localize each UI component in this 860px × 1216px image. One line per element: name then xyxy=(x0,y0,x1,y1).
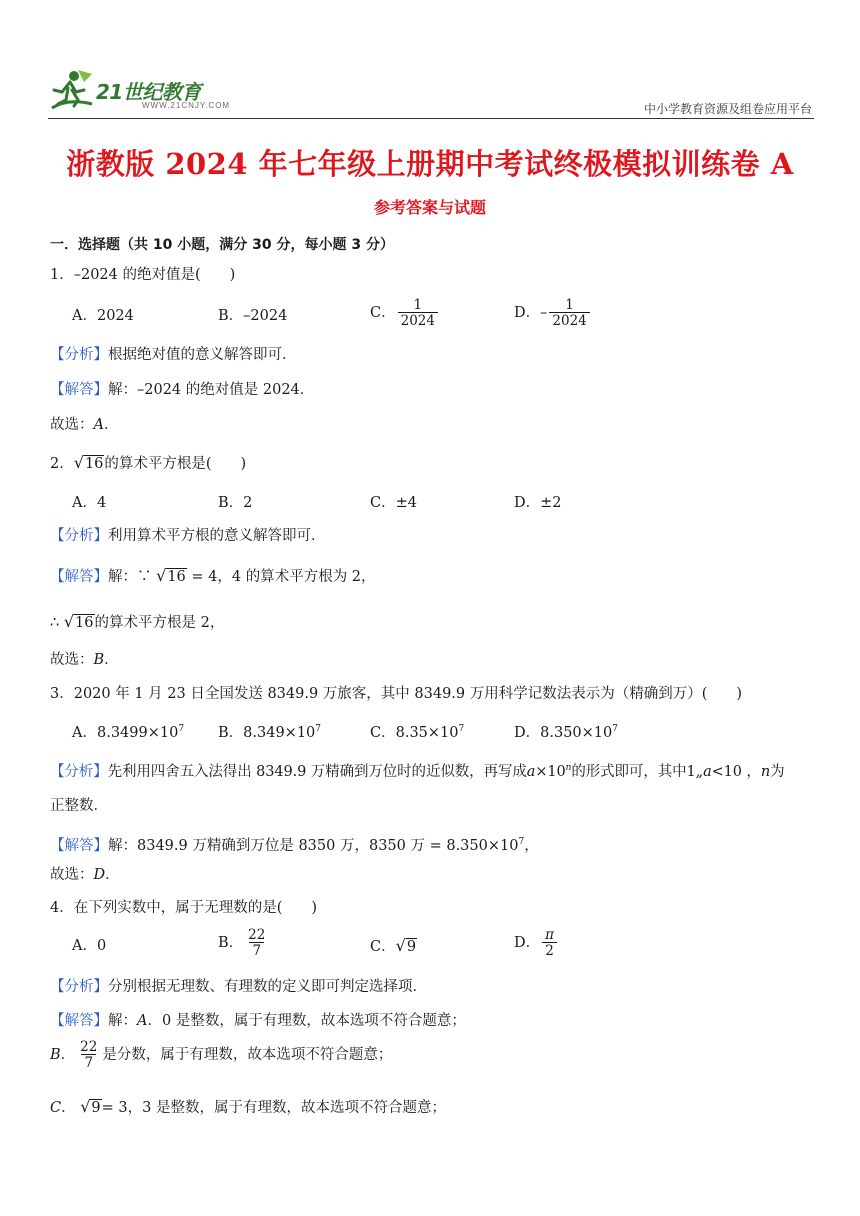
fraction: $\frac{22}{7}$ xyxy=(248,927,266,960)
q2-option-a: A．4 xyxy=(72,495,107,511)
q3-stem: 3．2020 年 1 月 23 日全国发送 8349.9 万旅客，其中 8349.9 万用科学记数法表示为（精确到万）( ) xyxy=(50,686,743,702)
q2-conclusion: ∴ √16的算术平方根是 2， xyxy=(50,612,225,631)
sqrt: √16 xyxy=(73,453,104,472)
runner-logo-icon xyxy=(48,68,98,112)
q3-analysis-cont: 正整数． xyxy=(50,798,108,814)
q1-stem: 1．–2024 的绝对值是( ) xyxy=(50,267,236,283)
q4-answer-a: 【解答】解：A．0 是整数，属于有理数，故本选项不符合题意； xyxy=(50,1013,466,1029)
q4-option-c: C．√9 xyxy=(370,936,417,955)
q2-option-b: B．2 xyxy=(218,495,253,511)
q2-option-d: D．±2 xyxy=(514,495,562,511)
q3-analysis: 【分析】先利用四舍五入法得出 8349.9 万精确到万位时的近似数，再写成$a\times 10^n$的形式即可，其中1„a<10 ，n为 xyxy=(50,763,785,780)
q4-option-b: B． $\frac{22}{7}$ xyxy=(218,928,270,958)
q2-analysis: 【分析】利用算术平方根的意义解答即可． xyxy=(50,528,326,544)
q2-stem: 2．√16的算术平方根是( ) xyxy=(50,453,247,472)
logo-url: WWW.21CNJY.COM xyxy=(142,101,231,110)
q4-stem: 4．在下列实数中，属于无理数的是( ) xyxy=(50,900,318,916)
q4-answer-b: B． $\frac{22}{7}$ 是分数，属于有理数，故本选项不符合题意； xyxy=(50,1039,393,1072)
fraction: $\frac{1}{2024}$ xyxy=(549,298,589,328)
sqrt: √16 xyxy=(63,612,94,631)
page-subtitle: 参考答案与试题 xyxy=(373,198,486,217)
page-title: 浙教版 2024 年七年级上册期中考试终极模拟训练卷 A xyxy=(66,147,794,181)
fraction: $\frac{\pi}{2}$ xyxy=(542,928,557,958)
sqrt: √16 xyxy=(156,566,186,585)
sqrt: √9 xyxy=(395,936,417,955)
q4-option-d: D． $\frac{\pi}{2}$ xyxy=(514,928,559,958)
q1-option-a: A．2024 xyxy=(72,308,134,324)
q2-option-c: C．±4 xyxy=(370,495,417,511)
q4-answer-c: C． √9= 3，3 是整数，属于有理数，故本选项不符合题意； xyxy=(50,1097,446,1116)
q3-option-c: C．$8.35\times 10^7$ xyxy=(370,724,465,741)
platform-label: 中小学教育资源及组卷应用平台 xyxy=(643,102,812,116)
fraction: $\frac{22}{7}$ xyxy=(80,1039,98,1072)
q3-option-a: A．$8.3499\times 10^7$ xyxy=(72,724,185,741)
page-header xyxy=(48,66,814,119)
section-heading: 一．选择题（共 10 小题，满分 30 分，每小题 3 分） xyxy=(50,237,394,253)
fraction: $\frac{1}{2024}$ xyxy=(398,298,438,328)
q1-option-b: B．–2024 xyxy=(218,308,288,324)
q1-option-c: C． $\frac{1}{2024}$ xyxy=(370,298,440,328)
q3-choice: 故选：D． xyxy=(50,867,120,883)
q1-choice: 故选：A． xyxy=(50,417,119,433)
q4-analysis: 【分析】分别根据无理数、有理数的定义即可判定选择项． xyxy=(50,979,427,995)
q3-option-b: B．$8.349\times 10^7$ xyxy=(218,724,322,741)
q4-option-a: A．0 xyxy=(72,938,107,954)
q1-answer: 【解答】解：–2024 的绝对值是 2024． xyxy=(50,382,315,398)
sqrt: √9 xyxy=(80,1097,101,1116)
q3-answer: 【解答】解：8349.9 万精确到万位是 8350 万，8350 万 = $8.350\times 10^7$， xyxy=(50,837,539,854)
q2-choice: 故选：B． xyxy=(50,652,119,668)
logo-text: 21世纪教育 xyxy=(96,80,201,104)
logo xyxy=(48,66,238,114)
q1-option-d: D．– $\frac{1}{2024}$ xyxy=(514,298,592,328)
q3-option-d: D．$8.350\times 10^7$ xyxy=(514,724,618,741)
q2-answer: 【解答】解：∵ √16 = 4，4 的算术平方根为 2， xyxy=(50,566,376,585)
q1-analysis: 【分析】根据绝对值的意义解答即可． xyxy=(50,347,297,363)
